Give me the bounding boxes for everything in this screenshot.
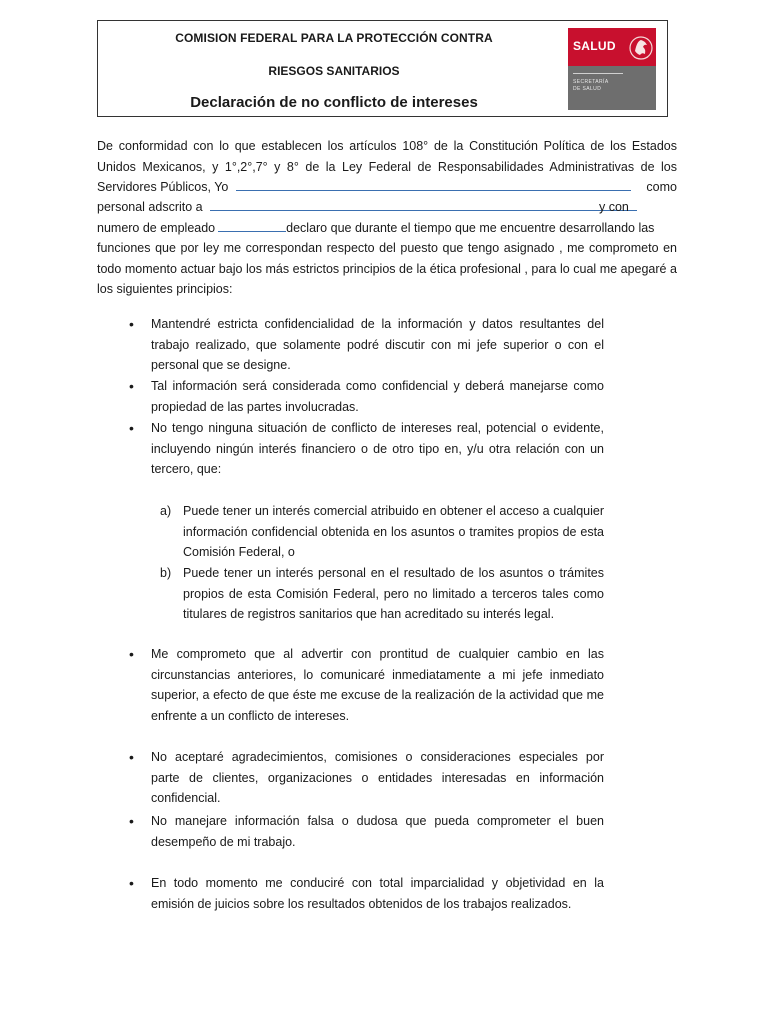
principle-item-5: No aceptaré agradecimientos, comisiones o consideraciones especiales por parte de clientes, organizaciones o entidades interesadas en información confidencial.	[151, 750, 604, 805]
department-blank-field[interactable]	[210, 197, 637, 211]
empleado-rest-text: declaro que durante el tiempo que me encuentre desarrollando las	[286, 221, 655, 235]
principle-item-1: Mantendré estricta confidencialidad de la información y datos resultantes del trabajo realizado, que solamente podré discutir con mi jefe superior o con el personal que se designe.	[151, 317, 604, 372]
employee-number-blank-field[interactable]	[218, 218, 286, 232]
name-blank-field[interactable]	[236, 177, 631, 191]
principle-item-4: Me comprometo que al advertir con prontitud de cualquier cambio en las circunstancias anteriores, lo comunicaré inmediatamente a mi jefe inmediato superior, a efecto de que éste me excuse de la realización de la actividad que me enfrente a un conflicto de intereses.	[151, 647, 604, 723]
como-label: como	[646, 180, 677, 194]
sub-item-b: Puede tener un interés personal en el resultado de los asuntos o trámites propios de esta Comisión Federal, pero no limitado a terceros tales como titulares de registros sanitarios que han acreditado su interés legal.	[183, 566, 604, 621]
logo-brand-text: SALUD	[573, 39, 616, 53]
intro-adscrito-line	[97, 197, 677, 218]
eagle-seal-icon	[626, 31, 656, 67]
bullet-marker: •	[129, 316, 134, 332]
header-title-line2: RIESGOS SANITARIOS	[268, 64, 400, 78]
logo-subtitle-1: SECRETARÍA	[573, 79, 609, 85]
bullet-marker: •	[129, 646, 134, 662]
sub-item-marker-a: a)	[160, 504, 172, 518]
intro-block-2: funciones que por ley me correspondan respecto del puesto que tengo asignado , me comprometo en todo momento actuar bajo los más estrictos principios de la ética profesional , para lo cual me apegaré a	[97, 241, 677, 276]
sub-item-a: Puede tener un interés comercial atribuido en obtener el acceso a cualquier información confidencial obtenida en los asuntos o tramites propios de esta Comisión Federal, o	[183, 504, 604, 559]
intro-yo-line	[97, 177, 677, 198]
bullet-marker: •	[129, 420, 134, 436]
document-header	[97, 20, 668, 117]
intro-empleado-line	[97, 218, 677, 239]
empleado-label: numero de empleado	[97, 221, 216, 235]
yo-label: Servidores Públicos, Yo	[97, 180, 229, 194]
principle-item-7: En todo momento me conduciré con total imparcialidad y objetividad en la emisión de juicios sobre los resultados obtenidos de los trabajos realizados.	[151, 876, 604, 911]
logo-subtitle-2: DE SALUD	[573, 86, 602, 92]
bullet-marker: •	[129, 378, 134, 394]
adscrito-label: personal adscrito a	[97, 200, 203, 214]
bullet-marker: •	[129, 875, 134, 891]
header-title-line1: COMISION FEDERAL PARA LA PROTECCIÓN CONTRA	[175, 31, 493, 45]
principle-item-2: Tal información será considerada como confidencial y deberá manejarse como propiedad de las partes involucradas.	[151, 379, 604, 414]
intro-block-2-last: los siguientes principios:	[97, 282, 233, 296]
bullet-marker: •	[129, 813, 134, 829]
principle-item-3: No tengo ninguna situación de conflicto de intereses real, potencial o evidente, incluyendo ningún interés financiero o de otro tipo en, y/u otra relación con un tercero, que:	[151, 421, 604, 476]
bullet-marker: •	[129, 749, 134, 765]
principle-item-6: No manejare información falsa o dudosa que pueda comprometer el buen desempeño de mi trabajo.	[151, 814, 604, 849]
intro-block-1: De conformidad con lo que establecen los artículos 108° de la Constitución Política de los Estados Unidos Mexicanos, y 1°,2°,7° y 8° de la Ley Federal de Responsabilidades Administrativas de los	[97, 139, 677, 174]
ycon-label: y con	[599, 200, 629, 214]
logo-divider	[573, 73, 623, 74]
document-title: Declaración de no conflicto de intereses	[190, 94, 478, 111]
salud-logo	[568, 28, 656, 110]
sub-item-marker-b: b)	[160, 566, 172, 580]
